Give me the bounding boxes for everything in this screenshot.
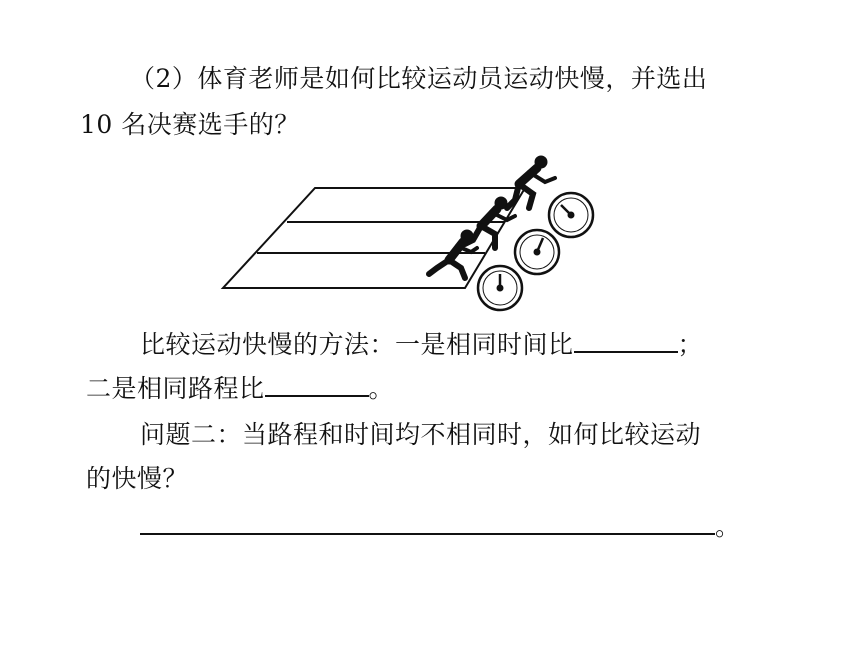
stopwatch-icon	[515, 230, 559, 274]
comparison-method-line-1: 比较运动快慢的方法：一是相同时间比 ；	[140, 330, 704, 359]
same-time-answer-blank[interactable]	[574, 329, 678, 353]
question-2-line-1: （2）体育老师是如何比较运动员运动快慢，并选出	[130, 64, 708, 93]
running-track-illustration	[215, 150, 605, 315]
running-track-icon	[223, 188, 525, 288]
comparison-method-line-2: 二是相同路程比 。	[86, 374, 395, 403]
runner-icon	[507, 156, 555, 208]
problem-two-line-2: 的快慢？	[86, 464, 189, 493]
question-2-line-2: 10 名决赛选手的？	[80, 110, 300, 139]
stopwatch-icon	[549, 193, 593, 237]
problem-two-answer-blank[interactable]	[140, 511, 715, 535]
same-distance-answer-blank[interactable]	[265, 373, 369, 397]
problem-two-answer-line: 。	[140, 510, 741, 544]
stopwatch-icon	[478, 266, 522, 310]
problem-two-line-1: 问题二：当路程和时间均不相同时，如何比较运动	[140, 420, 702, 449]
